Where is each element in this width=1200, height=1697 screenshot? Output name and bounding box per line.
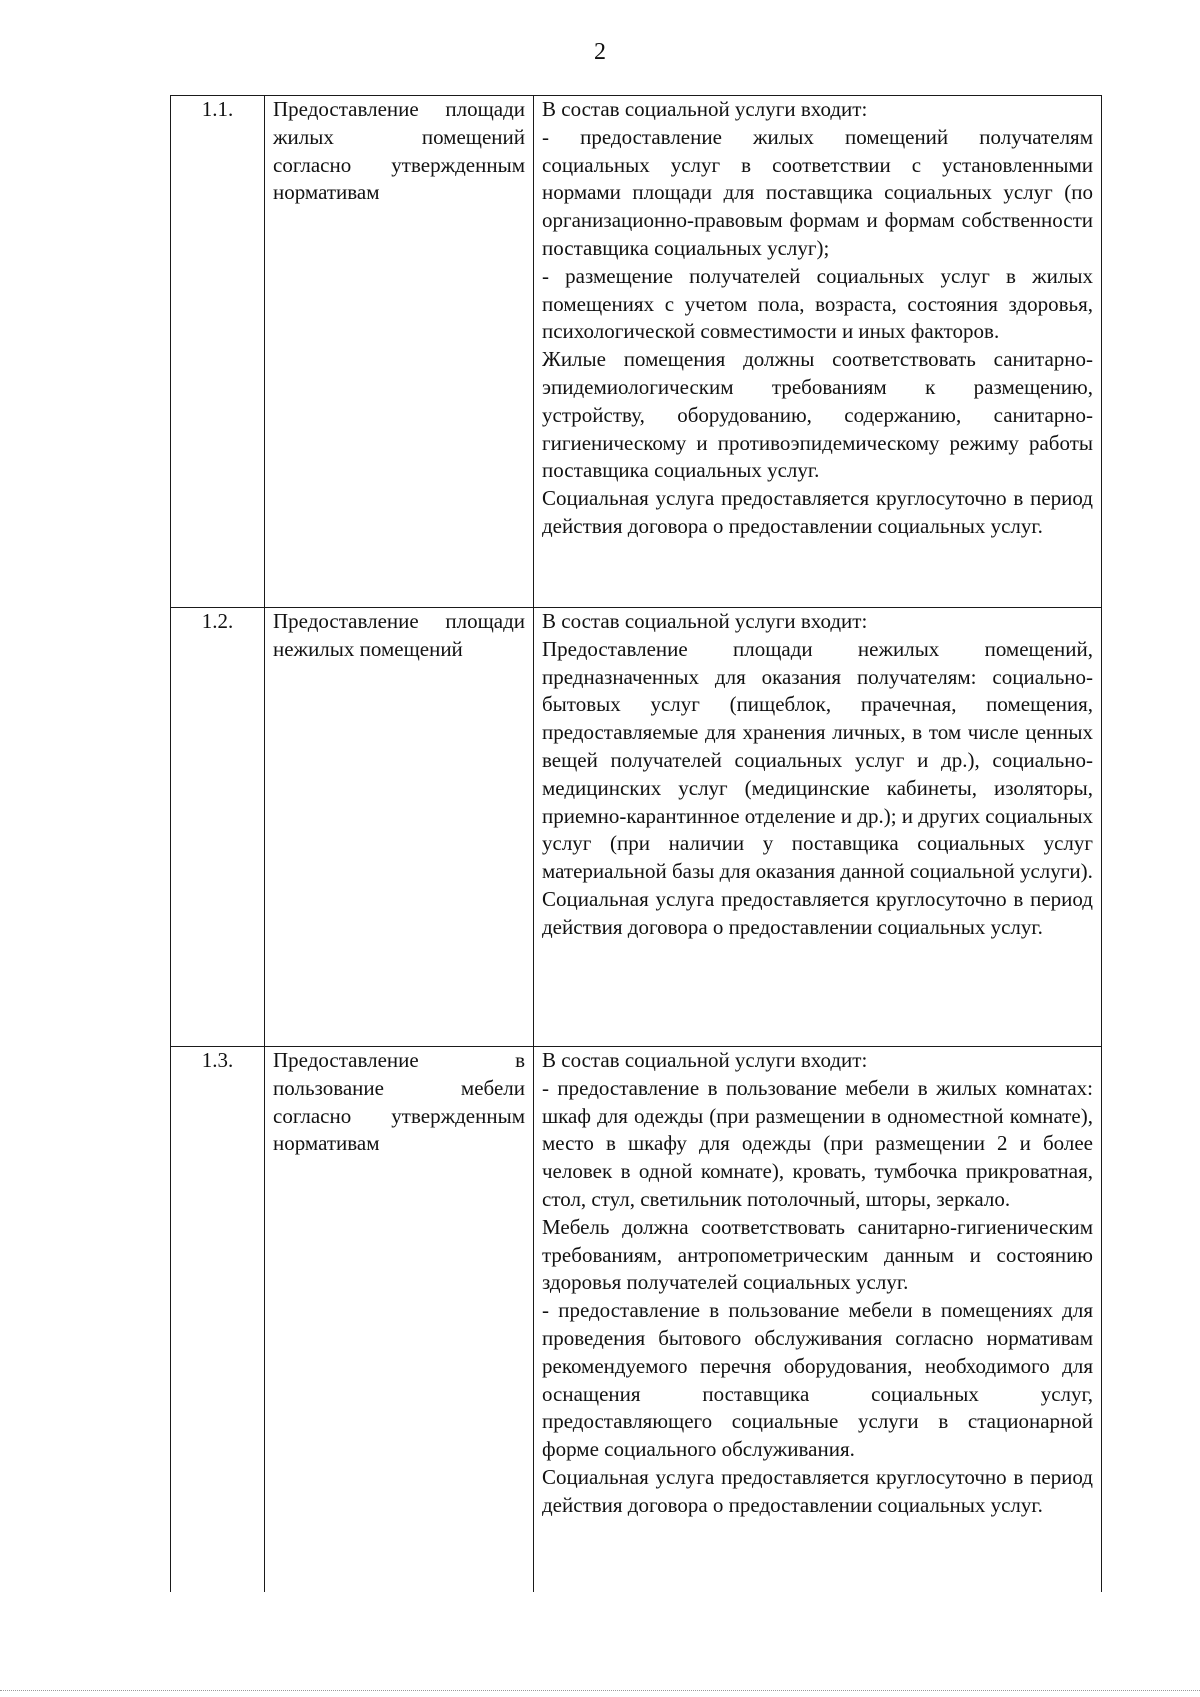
service-name: Предоставление площади нежилых помещений — [273, 609, 525, 661]
table-row — [171, 96, 1102, 608]
description-paragraph: Жилые помещения должны соответствовать санитарно-эпидемиологическим требованиям к размещению, устройству, оборудованию, содержанию, санитарно-гигиеническому и противоэпидемическому режиму работы поставщика социальных услуг. — [542, 347, 1093, 483]
row-number: 1.2. — [171, 608, 265, 1047]
description-paragraph: - предоставление в пользование мебели в помещениях для проведения бытового обслуживания согласно нормативам рекомендуемого перечня оборудования, необходимого для оснащения поставщика социальных услуг, предоставляющего социальные услуги в стационарной форме социального обслуживания. — [542, 1298, 1093, 1462]
service-name-cell — [265, 96, 534, 608]
scan-edge-divider — [0, 1690, 1200, 1691]
table-row — [171, 1047, 1102, 1593]
description-paragraph: Социальная услуга предоставляется круглосуточно в период действия договора о предоставлении социальных услуг. — [542, 886, 1093, 939]
page-number: 2 — [594, 39, 606, 65]
description-paragraph: Социальная услуга предоставляется круглосуточно в период действия договора о предоставлении социальных услуг. — [542, 1464, 1093, 1517]
description-paragraph: В состав социальной услуги входит: — [542, 609, 868, 633]
service-name: Предоставление площади жилых помещений согласно утвержденным нормативам — [273, 97, 525, 205]
service-name-cell — [265, 608, 534, 1047]
description-paragraph: - размещение получателей социальных услуг в жилых помещениях с учетом пола, возраста, состояния здоровья, психологической совместимости и иных факторов. — [542, 263, 1093, 344]
description-paragraph: Социальная услуга предоставляется круглосуточно в период действия договора о предоставлении социальных услуг. — [542, 486, 1093, 538]
service-description-cell — [534, 96, 1102, 608]
service-description-cell — [534, 608, 1102, 1047]
description-paragraph: В состав социальной услуги входит: — [542, 97, 868, 121]
row-number: 1.3. — [171, 1047, 265, 1593]
description-paragraph: - предоставление в пользование мебели в жилых комнатах: шкаф для одежды (при размещении в одноместной комнате), место в шкафу для одежды (при размещении 2 и более человек в одной комнате), кровать, тумбочка прикроватная, стол, стул, светильник потолочный, шторы, зеркало. — [542, 1075, 1093, 1211]
description-paragraph: Предоставление площади нежилых помещений, предназначенных для оказания получателям: социально-бытовых услуг (пищеблок, прачечная, помещения, предоставляемые для хранения личных, в том числе ценных вещей получателей социальных услуг и др.), социально-медицинских услуг (медицинские кабинеты, изоляторы, приемно-карантинное отделение и др.); и других социальных услуг (при наличии у поставщика социальных услуг материальной базы для оказания данной социальной услуги). — [542, 636, 1093, 884]
description-paragraph: - предоставление жилых помещений получателям социальных услуг в соответствии с установленными нормами площади для поставщика социальных услуг (по организационно-правовым формам и формам собственности поставщика социальных услуг); — [542, 124, 1093, 260]
row-number: 1.1. — [171, 96, 265, 608]
service-description-cell — [534, 1047, 1102, 1593]
table-row — [171, 608, 1102, 1047]
services-table — [170, 95, 1102, 1592]
service-name-cell — [265, 1047, 534, 1593]
description-paragraph: Мебель должна соответствовать санитарно-гигиеническим требованиям, антропометрическим данным и состоянию здоровья получателей социальных услуг. — [542, 1214, 1093, 1295]
description-paragraph: В состав социальной услуги входит: — [542, 1048, 868, 1072]
service-name: Предоставление в пользование мебели согласно утвержденным нормативам — [273, 1048, 525, 1156]
